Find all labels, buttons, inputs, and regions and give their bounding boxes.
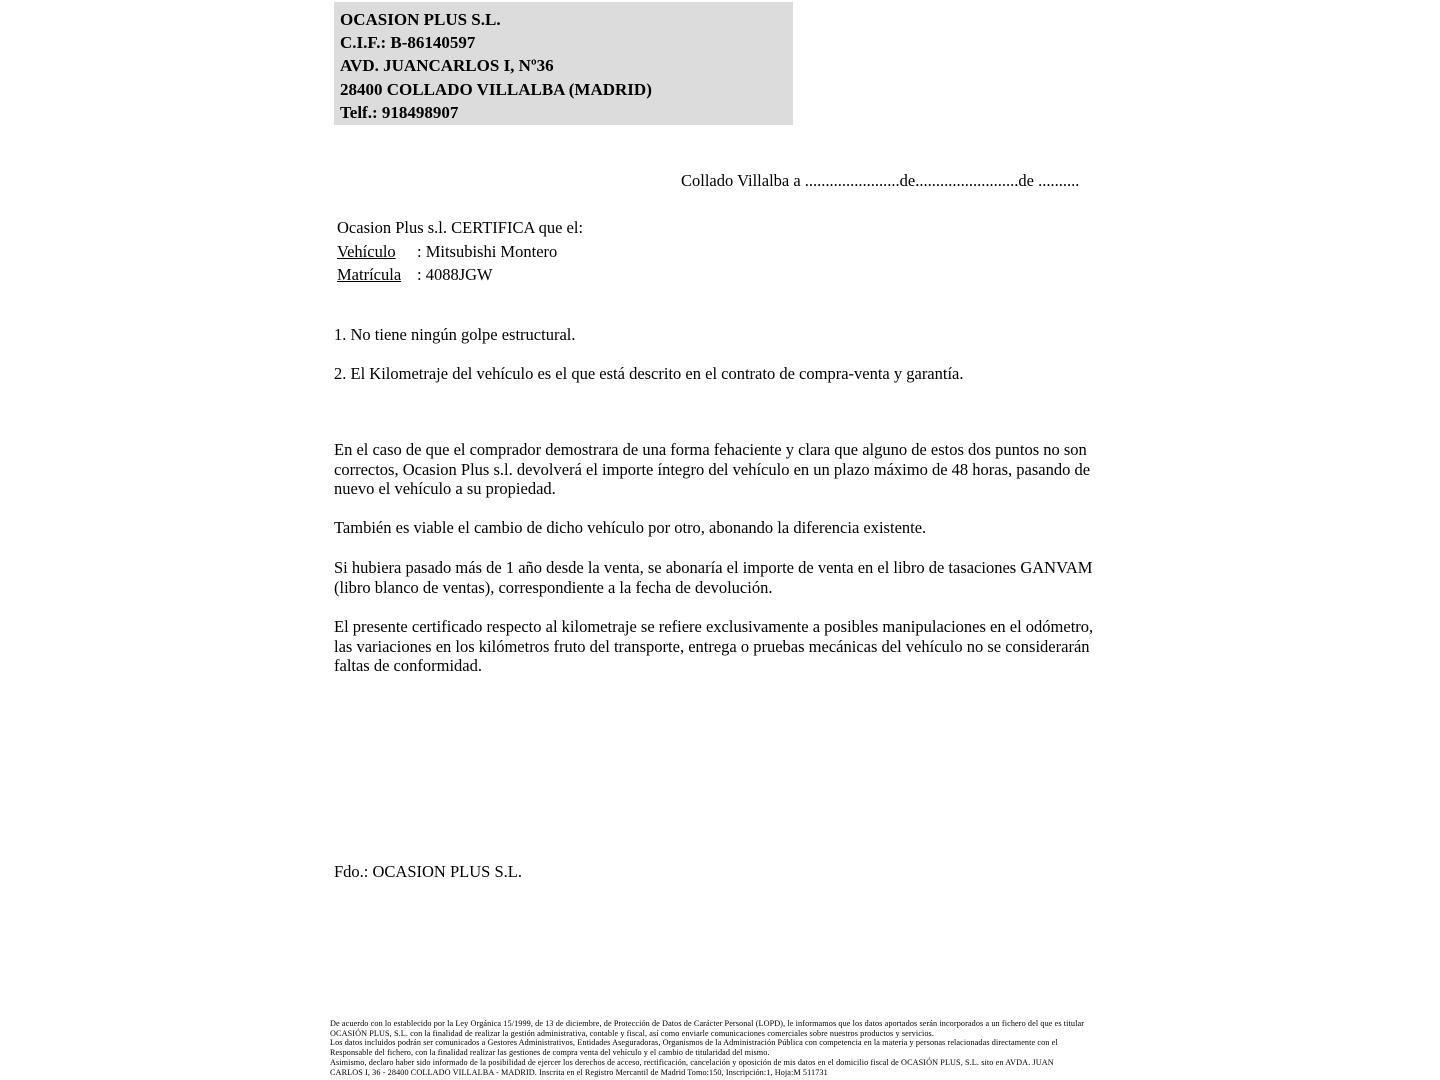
company-name: OCASION PLUS S.L. bbox=[340, 10, 501, 29]
company-address: AVD. JUANCARLOS I, Nº36 bbox=[340, 56, 554, 76]
legal-line-6: CARLOS I, 36 - 28400 COLLADO VILLALBA - MADRID. Inscrita en el Registro Mercantil de Madrid Tomo:150, Inscripción:1, Hoja:M 511731 bbox=[330, 1067, 828, 1077]
legal-line-4: Responsable del fichero, con la finalidad realizar las gestiones de compra venta del vehículo y el cambio de titularidad del mismo. bbox=[330, 1048, 770, 1058]
certification-block bbox=[337, 216, 583, 287]
legal-footer bbox=[330, 1019, 1120, 1077]
legal-line-2: OCASIÓN PLUS, S.L. con la finalidad de realizar la gestión administrativa, contable y fiscal, así como enviarle comunicaciones comerciales sobre nuestros productos y servicios. bbox=[330, 1028, 934, 1038]
company-header-box bbox=[334, 2, 793, 125]
company-cif: C.I.F.: B-86140597 bbox=[340, 33, 476, 53]
plate-field bbox=[337, 263, 583, 287]
odometer-paragraph: El presente certificado respecto al kilometraje se refiere exclusivamente a posibles manipulaciones en el odómetro, las variaciones en los kilómetros fruto del transporte, entrega o pruebas mecánicas del vehículo no se considerarán faltas de conformidad. bbox=[334, 617, 1094, 676]
legal-line-5: Asimismo, declaro haber sido informado de la posibilidad de ejercer los derechos de acceso, rectificación, cancelación y oposición de mis datos en el domicilio fiscal de OCASIÓN PLUS, S.L. sito en AVDA. JUAN bbox=[330, 1057, 1054, 1067]
date-fill-in-line: Collado Villalba a .......................de.........................de .......... bbox=[681, 171, 1080, 190]
plate-label: Matrícula bbox=[337, 265, 402, 284]
point-2: 2. El Kilometraje del vehículo es el que está descrito en el contrato de compra-venta y garantía. bbox=[334, 364, 964, 383]
vehicle-label: Vehículo bbox=[337, 241, 396, 261]
certification-intro: Ocasion Plus s.l. CERTIFICA que el: bbox=[337, 218, 584, 237]
company-phone: Telf.: 918498907 bbox=[340, 102, 459, 122]
ganvam-paragraph: Si hubiera pasado más de 1 año desde la venta, se abonaría el importe de venta en el libro de tasaciones GANVAM (libro blanco de ventas), correspondiente a la fecha de devolución. bbox=[334, 558, 1093, 597]
certified-points bbox=[334, 325, 1104, 384]
plate-value: : 4088JGW bbox=[417, 265, 493, 284]
refund-paragraph: En el caso de que el comprador demostrara de una forma fehaciente y clara que alguno de estos dos puntos no son correctos, Ocasion Plus s.l. devolverá el importe íntegro del vehículo en un plazo máximo de 48 horas, pasando de nuevo el vehículo a su propiedad. bbox=[334, 440, 1091, 499]
company-city: 28400 COLLADO VILLALBA (MADRID) bbox=[340, 79, 652, 99]
exchange-paragraph: También es viable el cambio de dicho vehículo por otro, abonando la diferencia existente. bbox=[334, 518, 927, 538]
terms-paragraphs bbox=[334, 440, 1097, 695]
vehicle-field bbox=[337, 240, 583, 264]
point-1: 1. No tiene ningún golpe estructural. bbox=[334, 325, 576, 344]
legal-line-3: Los datos incluidos podrán ser comunicados a Gestores Administrativos, Entidades Aseguradoras, Organismos de la Administración Pública con competencia en la materia y personas relacionadas directamente con el bbox=[330, 1038, 1058, 1048]
legal-line-1: De acuerdo con lo establecido por la Ley Orgánica 15/1999, de 13 de diciembre, de Protección de Datos de Carácter Personal (LOPD), le informamos que los datos aportados serán incorporados a un fichero del que es titular bbox=[330, 1019, 1085, 1028]
vehicle-value: : Mitsubishi Montero bbox=[417, 241, 558, 261]
signature-line: Fdo.: OCASION PLUS S.L. bbox=[334, 862, 522, 881]
